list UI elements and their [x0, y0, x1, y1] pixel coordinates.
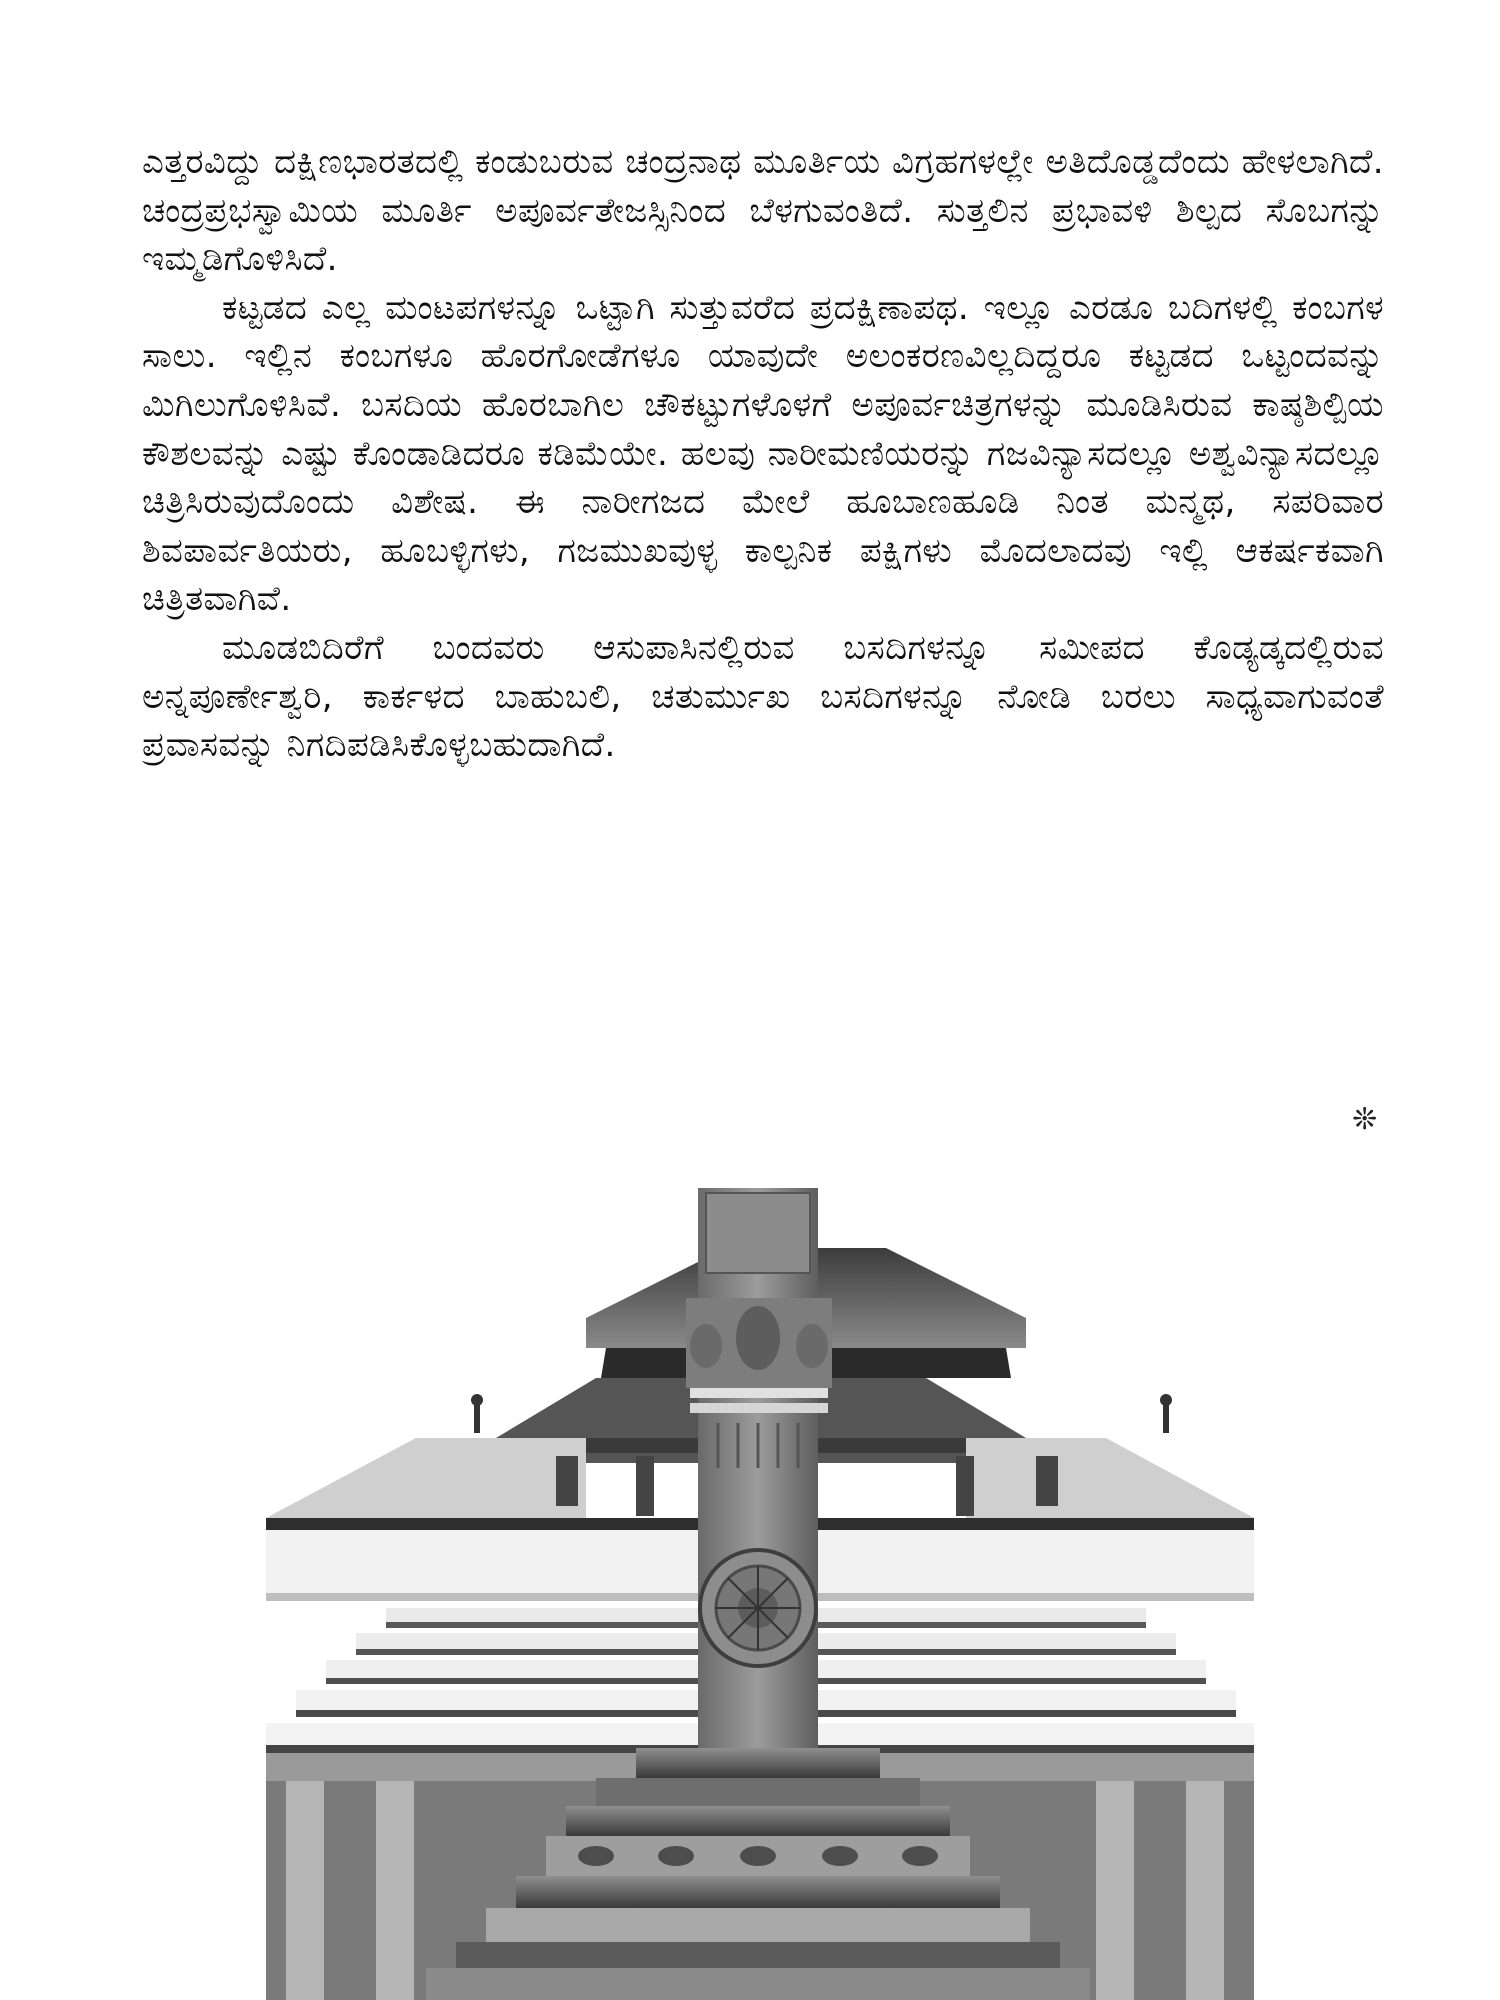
temple-pillar-photo-illustration: [266, 1188, 1254, 2000]
paragraph-2: ಕಟ್ಟಡದ ಎಲ್ಲ ಮಂಟಪಗಳನ್ನೂ ಒಟ್ಟಾಗಿ ಸುತ್ತುವರೆದ ಪ್ರದಕ್ಷಿಣಾಪಥ. ಇಲ್ಲೂ ಎರಡೂ ಬದಿಗಳಲ್ಲಿ ಕಂಬಗಳ ಸಾಲು. ಇಲ್ಲಿನ ಕಂಬಗಳೂ ಹೊರಗೋಡೆಗಳೂ ಯಾವುದೇ ಅಲಂಕರಣವಿಲ್ಲದಿದ್ದರೂ ಕಟ್ಟಡದ ಒಟ್ಟಂದವನ್ನು ಮಿಗಿಲುಗೊಳಿಸಿವೆ. ಬಸದಿಯ ಹೊರಬಾಗಿಲ ಚೌಕಟ್ಟುಗಳೊಳಗೆ ಅಪೂರ್ವಚಿತ್ರಗಳನ್ನು ಮೂಡಿಸಿರುವ ಕಾಷ್ಠಶಿಲ್ಪಿಯ ಕೌಶಲವನ್ನು ಎಷ್ಟು ಕೊಂಡಾಡಿದರೂ ಕಡಿಮೆಯೇ. ಹಲವು ನಾರೀಮಣಿಯರನ್ನು ಗಜವಿನ್ಯಾಸದಲ್ಲೂ ಅಶ್ವವಿನ್ಯಾಸದಲ್ಲೂ ಚಿತ್ರಿಸಿರುವುದೊಂದು ವಿಶೇಷ. ಈ ನಾರೀಗಜದ ಮೇಲೆ ಹೂಬಾಣಹೂಡಿ ನಿಂತ ಮನ್ಮಥ, ಸಪರಿವಾರ ಶಿವಪಾರ್ವತಿಯರು, ಹೂಬಳ್ಳಿಗಳು, ಗಜಮುಖವುಳ್ಳ ಕಾಲ್ಪನಿಕ ಪಕ್ಷಿಗಳು ಮೊದಲಾದವು ಇಲ್ಲಿ ಆಕರ್ಷಕವಾಗಿ ಚಿತ್ರಿತವಾಗಿವೆ.: [142, 287, 1384, 620]
body-text: [142, 138, 1384, 770]
paragraph-3: ಮೂಡಬಿದಿರೆಗೆ ಬಂದವರು ಆಸುಪಾಸಿನಲ್ಲಿರುವ ಬಸದಿಗಳನ್ನೂ ಸಮೀಪದ ಕೊಡ್ಯಡ್ಕದಲ್ಲಿರುವ ಅನ್ನಪೂರ್ಣೇಶ್ವರಿ, ಕಾರ್ಕಳದ ಬಾಹುಬಲಿ, ಚತುರ್ಮುಖ ಬಸದಿಗಳನ್ನೂ ನೋಡಿ ಬರಲು ಸಾಧ್ಯವಾಗುವಂತೆ ಪ್ರವಾಸವನ್ನು ನಿಗದಿಪಡಿಸಿಕೊಳ್ಳಬಹುದಾಗಿದೆ.: [142, 627, 1384, 766]
temple-photo: [266, 1188, 1254, 2000]
section-end-ornament: ❊: [1352, 1102, 1378, 1137]
paragraph-1: ಎತ್ತರವಿದ್ದು ದಕ್ಷಿಣಭಾರತದಲ್ಲಿ ಕಂಡುಬರುವ ಚಂದ್ರನಾಥ ಮೂರ್ತಿಯ ವಿಗ್ರಹಗಳಲ್ಲೇ ಅತಿದೊಡ್ಡದೆಂದು ಹೇಳಲಾಗಿದೆ. ಚಂದ್ರಪ್ರಭಸ್ವಾಮಿಯ ಮೂರ್ತಿ ಅಪೂರ್ವತೇಜಸ್ಸಿನಿಂದ ಬೆಳಗುವಂತಿದೆ. ಸುತ್ತಲಿನ ಪ್ರಭಾವಳಿ ಶಿಲ್ಪದ ಸೊಬಗನ್ನು ಇಮ್ಮಡಿಗೊಳಿಸಿದೆ.: [142, 142, 1384, 280]
